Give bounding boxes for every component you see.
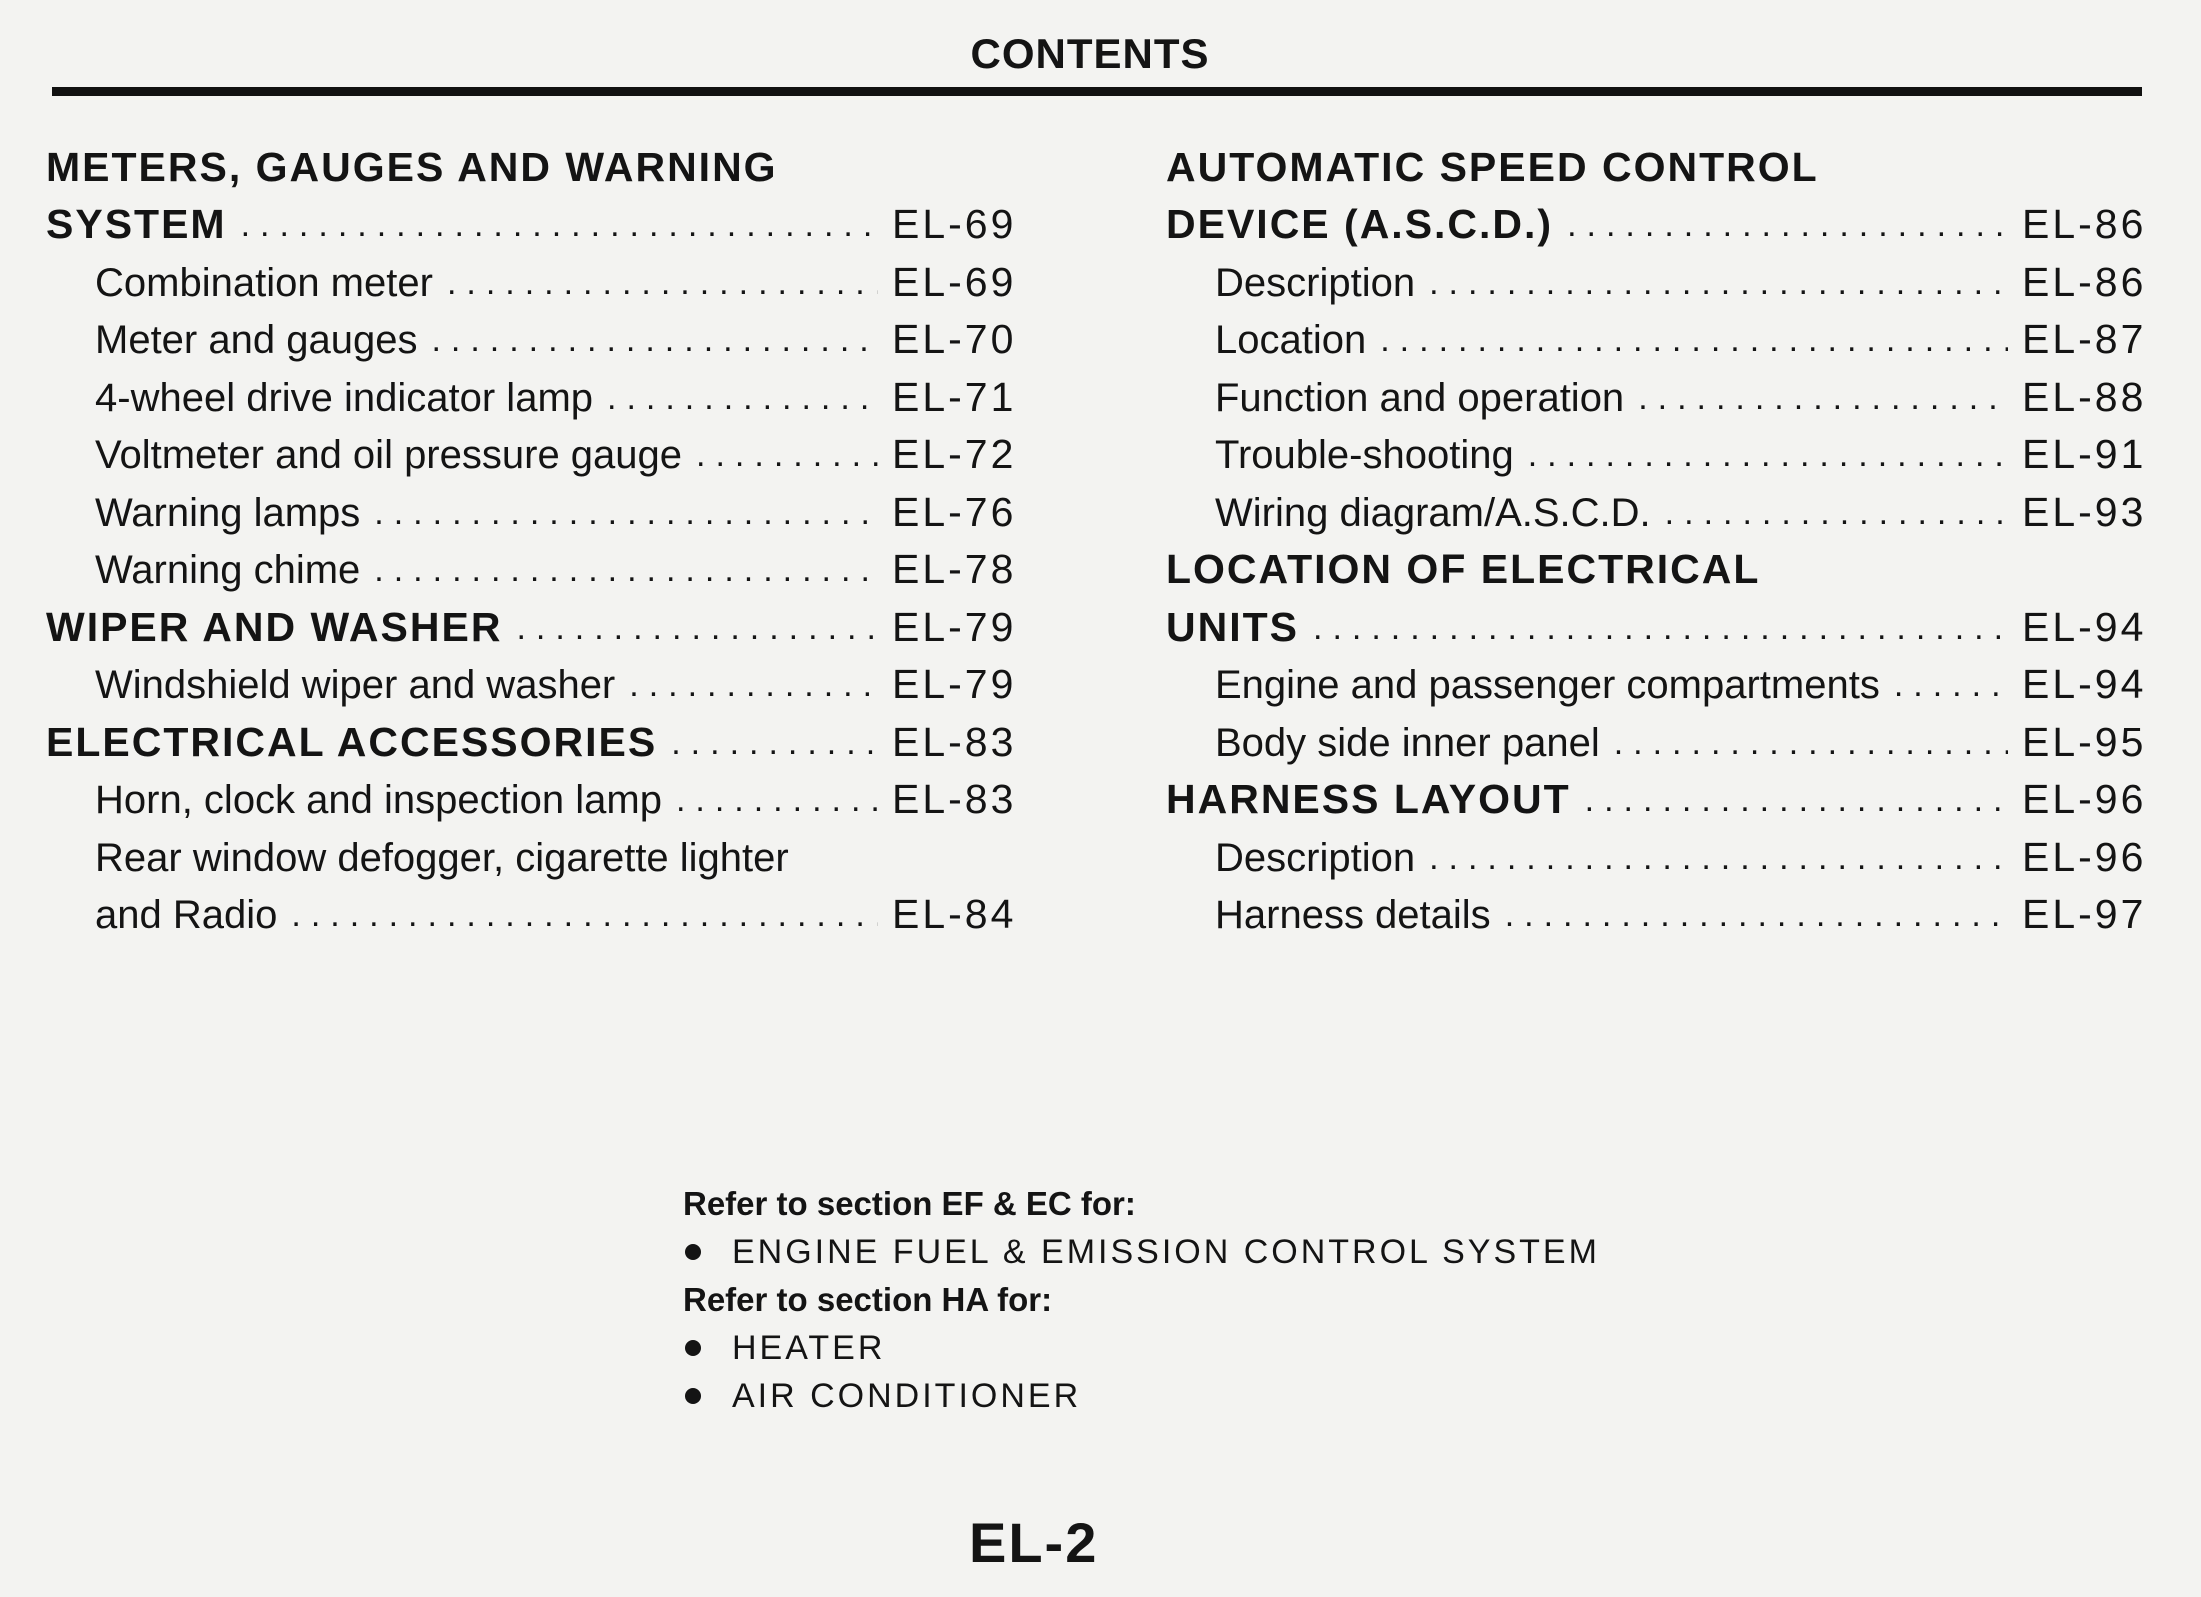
toc-entry-page: EL-72 <box>892 431 1017 477</box>
toc-entry-page: EL-76 <box>892 488 1017 535</box>
toc-entry-page: EL-93 <box>2022 488 2147 535</box>
toc-entry-title: Warning lamps <box>95 490 361 535</box>
dot-leader <box>1665 496 2008 536</box>
toc-entry[interactable] <box>1166 478 2146 536</box>
toc-entry-title: 4-wheel drive indicator lamp <box>95 375 594 420</box>
dot-leader <box>1429 841 2008 881</box>
toc-entry-title: HARNESS LAYOUT <box>1166 776 1571 822</box>
toc-entry-title: SYSTEM <box>46 201 227 247</box>
toc-entry-title: METERS, GAUGES AND WARNING <box>46 143 778 190</box>
toc-entry[interactable] <box>1166 651 2146 709</box>
toc-entry[interactable] <box>1166 306 2146 364</box>
bullet-icon <box>685 1340 701 1356</box>
dot-leader <box>607 381 878 421</box>
toc-heading[interactable] <box>1166 536 2146 594</box>
toc-entry-page: EL-97 <box>2022 891 2147 937</box>
toc-entry[interactable] <box>1166 421 2146 479</box>
toc-heading[interactable] <box>1166 766 2146 824</box>
toc-entry[interactable] <box>46 306 1016 364</box>
toc-entry-title: Meter and gauges <box>95 318 418 362</box>
dot-leader <box>1638 381 2008 421</box>
toc-entry[interactable] <box>1166 823 2146 881</box>
toc-entry-title: Description <box>1215 835 1416 880</box>
toc-entry-page: EL-79 <box>892 661 1017 707</box>
toc-heading[interactable] <box>46 593 1016 651</box>
toc-entry-title: AUTOMATIC SPEED CONTROL <box>1166 143 1819 190</box>
toc-heading[interactable] <box>46 191 1016 249</box>
toc-entry[interactable] <box>1166 708 2146 766</box>
toc-entry[interactable] <box>46 881 1016 939</box>
refer-note <box>683 1180 1600 1420</box>
toc-entry[interactable] <box>46 766 1016 824</box>
toc-heading[interactable] <box>46 133 1016 191</box>
toc-entry-title: Location <box>1215 318 1367 362</box>
toc-entry[interactable] <box>46 536 1016 594</box>
toc-entry-page: EL-95 <box>2022 718 2147 765</box>
dot-leader <box>431 323 878 363</box>
refer-item[interactable] <box>683 1228 1600 1276</box>
dot-leader <box>1380 323 2008 363</box>
dot-leader <box>1313 611 2008 651</box>
toc-heading[interactable] <box>1166 593 2146 651</box>
toc-entry-title: Horn, clock and inspection lamp <box>95 778 662 822</box>
bullet-icon <box>685 1244 701 1260</box>
dot-leader <box>241 208 878 248</box>
toc-entry-page: EL-71 <box>892 373 1017 420</box>
page-number: EL-2 <box>969 1511 1099 1574</box>
toc-entry-title: Combination meter <box>95 260 433 305</box>
toc-entry-title: Body side inner panel <box>1215 720 1600 765</box>
bullet-icon <box>685 1388 701 1404</box>
dot-leader <box>1505 898 2008 938</box>
toc-entry-page: EL-88 <box>2022 373 2147 420</box>
toc-entry-page: EL-70 <box>892 316 1017 362</box>
dot-leader <box>374 496 878 536</box>
dot-leader <box>676 783 878 823</box>
dot-leader <box>1614 726 2008 766</box>
header-rule <box>52 87 2142 96</box>
toc-entry-title: Description <box>1215 260 1416 305</box>
dot-leader <box>1429 266 2008 306</box>
toc-entry[interactable] <box>1166 881 2146 939</box>
refer-item-label: ENGINE FUEL & EMISSION CONTROL SYSTEM <box>732 1232 1600 1271</box>
toc-entry-title: LOCATION OF ELECTRICAL <box>1166 546 1761 592</box>
toc-entry-page: EL-84 <box>892 891 1017 937</box>
toc-right-column <box>1166 133 2146 938</box>
dot-leader <box>1894 668 2008 708</box>
toc-entry[interactable] <box>46 248 1016 306</box>
toc-entry-title: and Radio <box>95 893 278 937</box>
toc-entry-title: ELECTRICAL ACCESSORIES <box>46 718 658 765</box>
toc-entry-page: EL-94 <box>2022 603 2147 650</box>
toc-heading[interactable] <box>1166 191 2146 249</box>
toc-entry-title: Warning chime <box>95 548 361 592</box>
dot-leader <box>1567 208 2008 248</box>
toc-heading[interactable] <box>1166 133 2146 191</box>
toc-entry-page: EL-94 <box>2022 661 2147 707</box>
dot-leader <box>671 726 878 766</box>
toc-entry[interactable] <box>46 421 1016 479</box>
toc-entry[interactable] <box>46 363 1016 421</box>
page-title: CONTENTS <box>970 30 1210 77</box>
dot-leader <box>696 438 878 478</box>
toc-entry-page: EL-69 <box>892 201 1017 247</box>
refer-heading-ef-ec: Refer to section EF & EC for: <box>683 1185 1136 1222</box>
dot-leader <box>291 898 878 938</box>
toc-entry-title: DEVICE (A.S.C.D.) <box>1166 201 1554 247</box>
dot-leader <box>629 668 878 708</box>
toc-entry[interactable] <box>46 823 1016 881</box>
refer-item[interactable] <box>683 1372 1600 1420</box>
refer-item-label: HEATER <box>732 1328 886 1367</box>
toc-left-column <box>46 133 1016 938</box>
dot-leader <box>1585 783 2008 823</box>
toc-entry-page: EL-86 <box>2022 201 2147 247</box>
toc-entry-page: EL-79 <box>892 603 1017 650</box>
refer-item[interactable] <box>683 1324 1600 1372</box>
toc-entry-title: Harness details <box>1215 893 1491 937</box>
toc-entry-title: Trouble-shooting <box>1215 433 1514 477</box>
toc-entry-page: EL-78 <box>892 546 1017 592</box>
toc-entry-title: WIPER AND WASHER <box>46 603 503 650</box>
toc-entry-title: Function and operation <box>1215 375 1625 420</box>
toc-entry-page: EL-96 <box>2022 833 2147 880</box>
dot-leader <box>1528 438 2008 478</box>
toc-entry[interactable] <box>46 478 1016 536</box>
toc-entry-page: EL-87 <box>2022 316 2147 362</box>
toc-entry-title: Wiring diagram/A.S.C.D. <box>1215 490 1651 535</box>
toc-heading[interactable] <box>46 708 1016 766</box>
refer-item-label: AIR CONDITIONER <box>732 1376 1082 1415</box>
refer-heading-ha: Refer to section HA for: <box>683 1281 1053 1318</box>
toc-entry-page: EL-96 <box>2022 776 2147 822</box>
dot-leader <box>516 611 878 651</box>
dot-leader <box>374 553 878 593</box>
toc-entry-title: Engine and passenger compartments <box>1215 663 1880 707</box>
toc-entry-title: UNITS <box>1166 603 1299 650</box>
toc-entry-title: Voltmeter and oil pressure gauge <box>95 433 683 477</box>
toc-entry-title: Rear window defogger, cigarette lighter <box>95 835 789 880</box>
toc-entry-page: EL-91 <box>2022 431 2147 477</box>
toc-entry-title: Windshield wiper and washer <box>95 663 616 707</box>
toc-entry-page: EL-83 <box>892 718 1017 765</box>
toc-entry-page: EL-86 <box>2022 258 2147 305</box>
toc-entry[interactable] <box>46 651 1016 709</box>
dot-leader <box>447 266 878 306</box>
toc-entry[interactable] <box>1166 248 2146 306</box>
toc-entry-page: EL-83 <box>892 776 1017 822</box>
toc-entry[interactable] <box>1166 363 2146 421</box>
toc-entry-page: EL-69 <box>892 258 1017 305</box>
